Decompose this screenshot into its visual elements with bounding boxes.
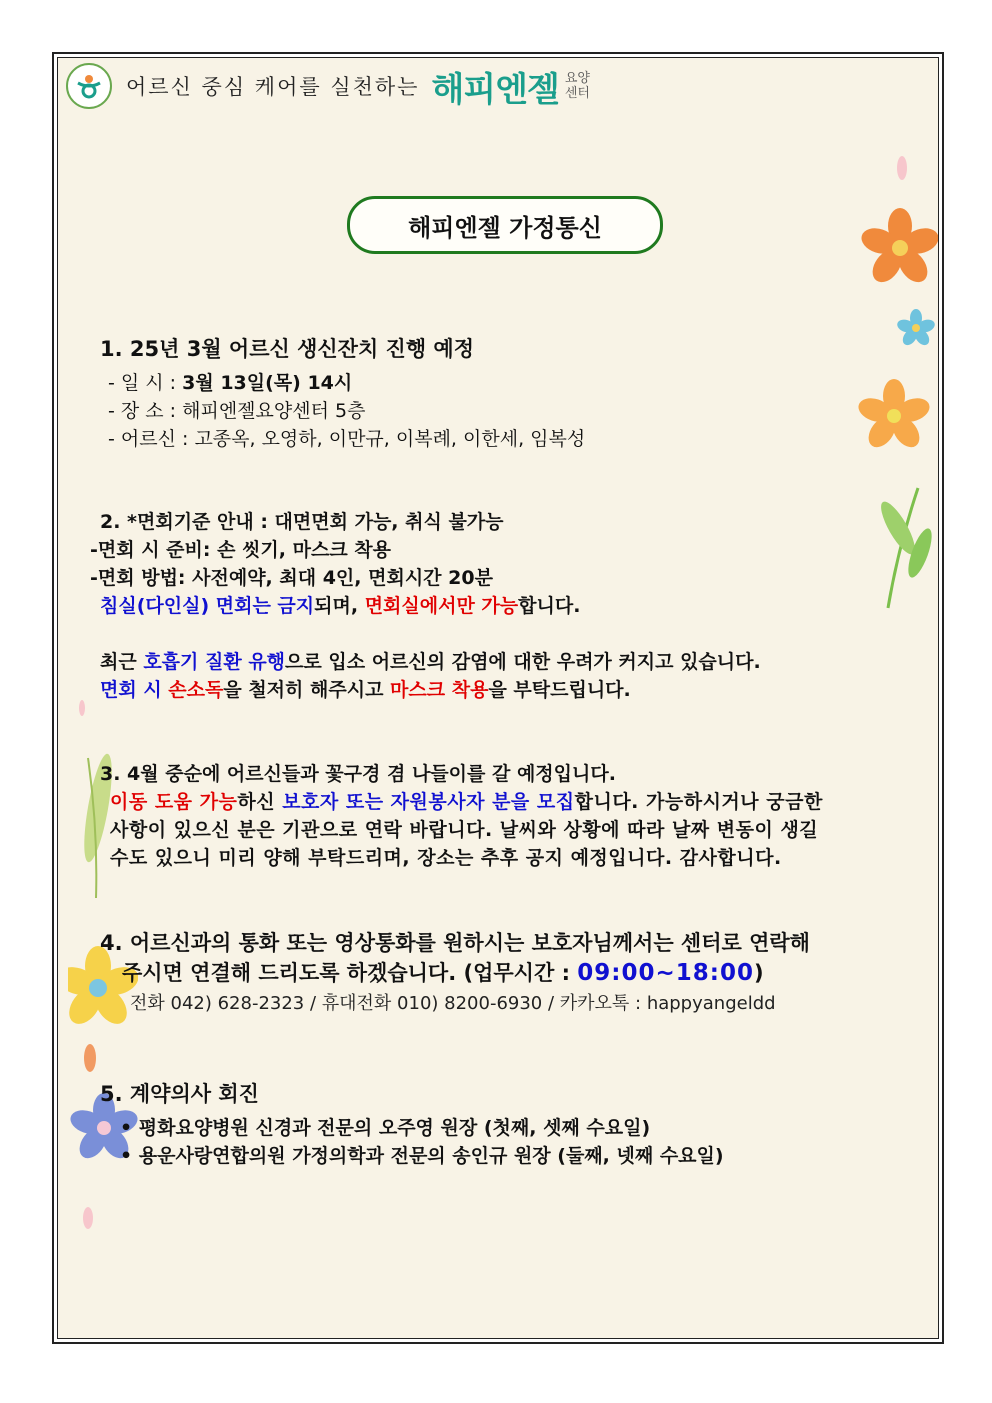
warn1-c: 으로 입소 어르신의 감염에 대한 우려가 커지고 있습니다. (285, 651, 761, 673)
section-2-heading: 2. *면회기준 안내 : 대면면회 가능, 취식 불가능 (100, 511, 504, 533)
date-label: - 일 시 : (108, 372, 183, 394)
visit-method: -면회 방법: 사전예약, 최대 4인, 면회시간 20분 (90, 567, 493, 589)
page-title: 해피엔젤 가정통신 (347, 196, 663, 254)
warn2-a: 면회 시 (100, 679, 169, 701)
date-value: 3월 13일(목) 14시 (182, 372, 353, 394)
l2-c: ) (753, 961, 764, 985)
notice-visit-room: 면회실에서만 가능 (364, 595, 519, 617)
warn2-e: 을 부탁드립니다. (488, 679, 631, 701)
notice-end: 합니다. (518, 595, 581, 617)
doctor-item: • 평화요양병원 신경과 전문의 오주영 원장 (첫째, 셋째 수요일) (120, 1117, 651, 1139)
l1-b: 하신 (237, 791, 283, 813)
warn2-b: 손소독 (168, 679, 224, 701)
section-5 (100, 1078, 724, 1170)
header (66, 64, 593, 108)
section-3-line-3: 수도 있으니 미리 양해 부탁드리며, 장소는 추후 공지 예정입니다. 감사합니다. (110, 847, 782, 869)
section-1-heading: 1. 25년 3월 어르신 생신잔치 진행 예정 (100, 337, 475, 361)
section-3-heading: 3. 4월 중순에 어르신들과 꽃구경 겸 나들이를 갈 예정입니다. (100, 763, 616, 785)
section-4-line-1: 4. 어르신과의 통화 또는 영상통화를 원하시는 보호자님께서는 센터로 연락해 (100, 931, 810, 955)
doctor-item: • 용운사랑연합의원 가정의학과 전문의 송인규 원장 (둘째, 넷째 수요일) (120, 1145, 724, 1167)
warning-line-1 (100, 648, 761, 676)
warning-line-2 (100, 676, 761, 704)
event-place: - 장 소 : 해피엔젤요양센터 5층 (108, 400, 366, 422)
l2-a: 주시면 연결해 드리도록 하겠습니다. (업무시간 : (122, 961, 578, 985)
warn1-b: 호흡기 질환 유행 (143, 651, 286, 673)
warn2-d: 마스크 착용 (390, 679, 489, 701)
warn1-a: 최근 (100, 651, 144, 673)
work-hours: 09:00~18:00 (577, 960, 754, 986)
section-3-line-1 (110, 788, 823, 816)
section-2 (90, 508, 761, 704)
visit-notice (100, 592, 761, 620)
slogan: 어르신 중심 케어를 실천하는 (126, 75, 420, 99)
brand-subtitle: 요양 센터 (564, 71, 590, 101)
brand-name: 해피엔젤 (431, 69, 559, 110)
l1-c: 보호자 또는 자원봉사자 분을 모집 (282, 791, 575, 813)
section-5-heading: 5. 계약의사 회진 (100, 1082, 259, 1106)
section-3 (100, 760, 823, 872)
angel-logo-icon (74, 71, 104, 101)
section-3-line-2: 사항이 있으신 분은 기관으로 연락 바랍니다. 날씨와 상황에 따라 날짜 변동이 생길 (110, 819, 819, 841)
event-date (108, 369, 585, 397)
section-1 (100, 333, 585, 453)
l1-d: 합니다. 가능하시거나 궁금한 (574, 791, 823, 813)
l1-a: 이동 도움 가능 (110, 791, 238, 813)
section-4 (100, 928, 810, 1018)
warn2-c: 을 철저히 해주시고 (223, 679, 391, 701)
flower-decoration-icon (858, 148, 939, 618)
logo (66, 63, 112, 109)
visit-prep: -면회 시 준비: 손 씻기, 마스크 착용 (90, 539, 391, 561)
page-content (57, 57, 939, 1339)
event-residents: - 어르신 : 고종옥, 오영하, 이만규, 이복례, 이한세, 임복성 (108, 428, 586, 450)
section-4-line-2 (122, 958, 810, 988)
notice-text: 되며, (314, 595, 365, 617)
contact-info: 전화 042) 628-2323 / 휴대전화 010) 8200-6930 / 카카오톡 : happyangeldd (130, 993, 776, 1014)
notice-bedroom: 침실(다인실) 면회는 금지 (100, 595, 315, 617)
